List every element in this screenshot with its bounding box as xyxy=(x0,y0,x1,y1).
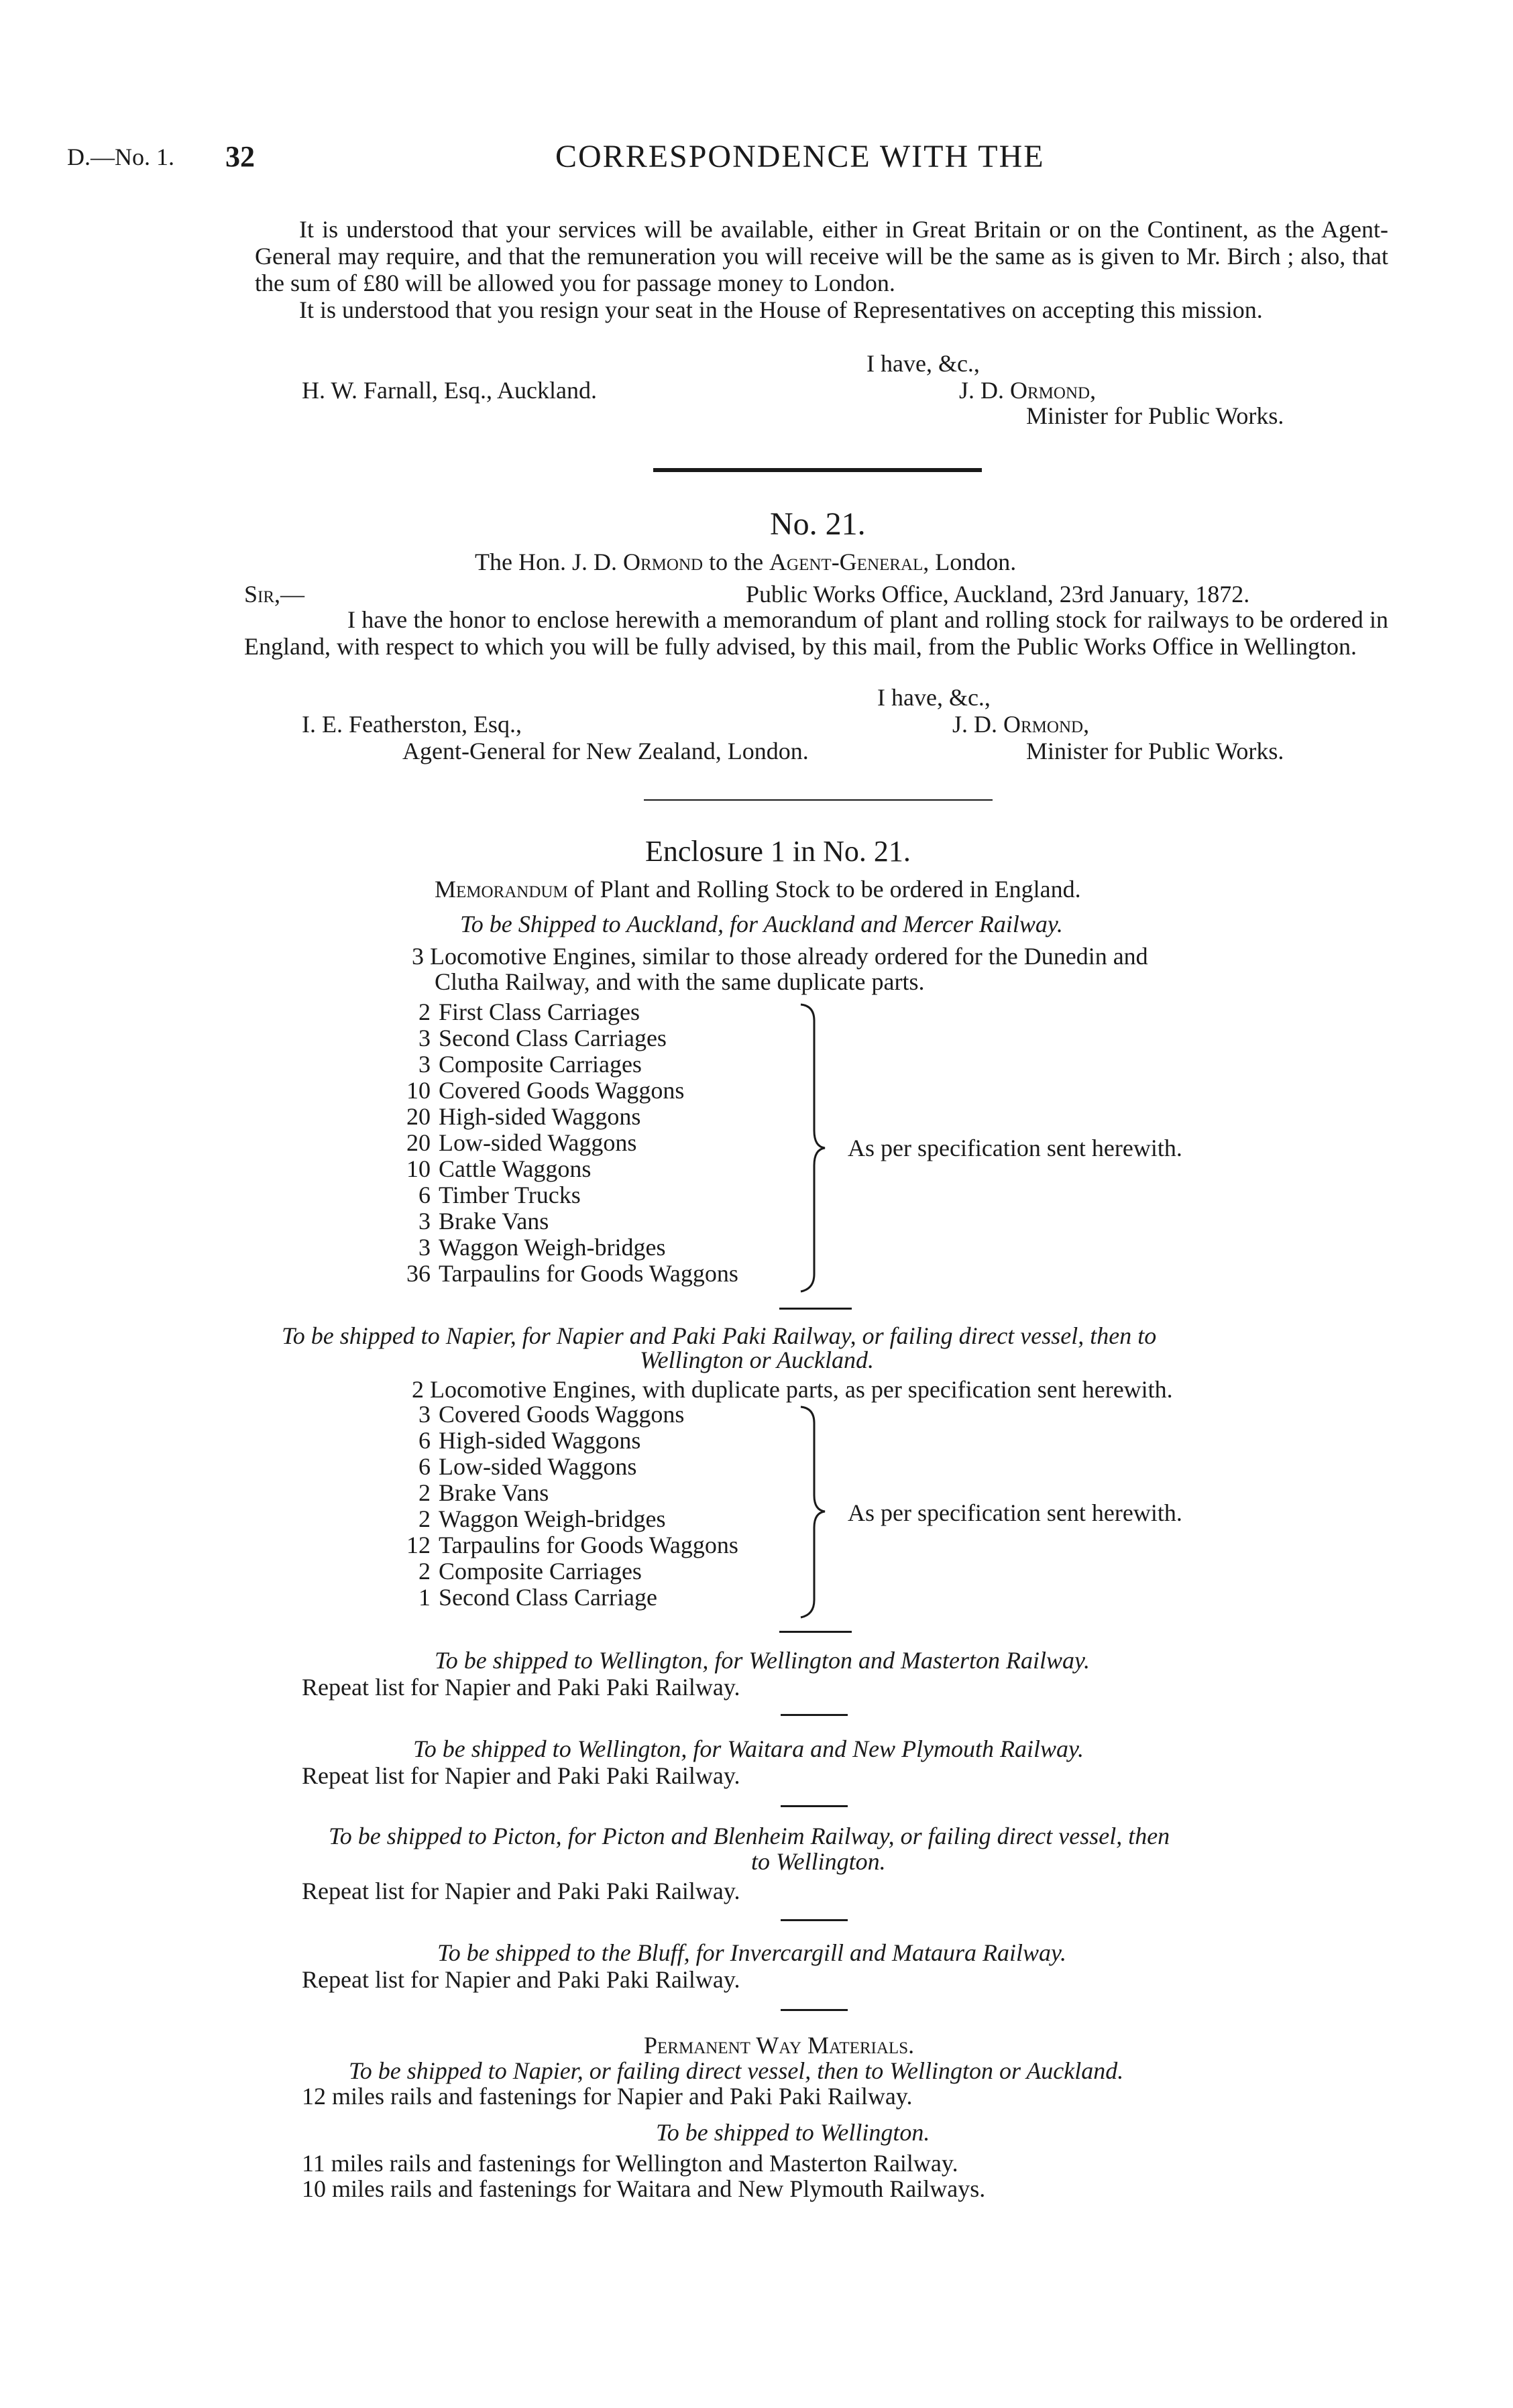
list-divider xyxy=(779,1308,852,1310)
wellington-masterton-note: Repeat list for Napier and Paki Paki Railway. xyxy=(302,1674,740,1701)
auckland-brace-note: As per specification sent herewith. xyxy=(848,1135,1182,1161)
letter-recipient-line-1: I. E. Featherston, Esq., xyxy=(302,711,522,738)
list-item: 20 High-sided Waggons xyxy=(406,1103,641,1130)
section-divider-thick xyxy=(653,468,982,472)
list-item: 2 First Class Carriages xyxy=(418,998,640,1025)
prev-letter-signatory-title: Minister for Public Works. xyxy=(1026,402,1284,429)
letter-body: I have the honor to enclose herewith a memorandum of plant and rolling stock for railways to be ordered in England, with respect to which you will be fully advised, by this mail, from the Public Works Office in Wellington. xyxy=(244,606,1388,660)
list-item: 2 Waggon Weigh-bridges xyxy=(418,1505,666,1532)
memorandum-label: Memorandum xyxy=(435,876,568,903)
list-item: 12 Tarpaulins for Goods Waggons xyxy=(406,1532,738,1558)
wellington-masterton-heading: To be shipped to Wellington, for Wellington and Masterton Railway. xyxy=(435,1647,1090,1674)
list-item: 6 Low-sided Waggons xyxy=(418,1453,637,1480)
picton-heading-line-1: To be shipped to Picton, for Picton and Blenheim Railway, or failing direct vessel, then xyxy=(329,1823,1170,1849)
letter-heading-from: Ormond xyxy=(622,549,704,575)
prev-letter-signatory: J. D. Ormond, xyxy=(959,377,1097,404)
list-item: 10 Cattle Waggons xyxy=(406,1155,592,1182)
list-item: 6 High-sided Waggons xyxy=(418,1427,641,1454)
list-divider xyxy=(781,1714,848,1716)
permanent-way-wellington-line-2: 10 miles rails and fastenings for Waitara and New Plymouth Railways. xyxy=(302,2175,986,2202)
list-item: 3 Covered Goods Waggons xyxy=(418,1401,685,1428)
memorandum-heading xyxy=(435,876,1081,903)
document-reference: D.—No. 1. xyxy=(67,144,174,170)
list-item: 36 Tarpaulins for Goods Waggons xyxy=(406,1260,738,1287)
permanent-way-wellington-line-1: 11 miles rails and fastenings for Wellington and Masterton Railway. xyxy=(302,2150,958,2177)
letter-heading-to: Agent-General, xyxy=(769,549,930,575)
list-divider xyxy=(781,2009,848,2011)
memorandum-rest: of Plant and Rolling Stock to be ordered in England. xyxy=(573,876,1081,903)
letter-number: No. 21. xyxy=(770,506,866,542)
letter-signatory: J. D. Ormond, xyxy=(952,711,1090,738)
letter-heading-post: London. xyxy=(935,549,1017,575)
letter-place-date: Public Works Office, Auckland, 23rd January, 1872. xyxy=(746,581,1250,608)
prev-letter-recipient: H. W. Farnall, Esq., Auckland. xyxy=(302,377,597,404)
auckland-locomotives-line-1: 3 Locomotive Engines, similar to those already ordered for the Dunedin and xyxy=(412,943,1148,970)
permanent-way-napier-heading: To be shipped to Napier, or failing direct vessel, then to Wellington or Auckland. xyxy=(349,2057,1124,2084)
letter-heading-mid: to the xyxy=(709,549,764,575)
napier-locomotives: 2 Locomotive Engines, with duplicate parts, as per specification sent herewith. xyxy=(412,1376,1173,1403)
letter-closing: I have, &c., xyxy=(877,684,991,711)
page-title: CORRESPONDENCE WITH THE xyxy=(555,139,1045,174)
letter-heading xyxy=(475,549,1016,575)
list-item: 20 Low-sided Waggons xyxy=(406,1129,637,1156)
list-item: 3 Waggon Weigh-bridges xyxy=(418,1234,666,1261)
list-item: 3 Second Class Carriages xyxy=(418,1025,667,1051)
letter-signatory-title: Minister for Public Works. xyxy=(1026,738,1284,764)
list-item: 3 Brake Vans xyxy=(418,1208,549,1235)
prev-letter-paragraph-1: It is understood that your services will be available, either in Great Britain or on the Continent, as the Agent-General may require, and that the remuneration you will receive will be the same as is given to Mr. Birch ; also, that the sum of £80 will be allowed you for passage money to London. xyxy=(255,216,1388,296)
prev-letter-closing: I have, &c., xyxy=(866,350,980,377)
napier-heading-line-1: To be shipped to Napier, for Napier and Paki Paki Railway, or failing direct vessel, then to xyxy=(282,1322,1157,1349)
picton-note: Repeat list for Napier and Paki Paki Railway. xyxy=(302,1878,740,1904)
bluff-heading: To be shipped to the Bluff, for Invercargill and Mataura Railway. xyxy=(437,1939,1066,1966)
auckland-brace xyxy=(798,1003,838,1293)
list-item: 1 Second Class Carriage xyxy=(418,1584,657,1611)
enclosure-title: Enclosure 1 in No. 21. xyxy=(645,835,911,868)
picton-heading-line-2: to Wellington. xyxy=(751,1848,886,1875)
napier-heading-line-2: Wellington or Auckland. xyxy=(640,1346,874,1373)
auckland-locomotives-line-2: Clutha Railway, and with the same duplicate parts. xyxy=(435,968,925,995)
permanent-way-title: Permanent Way Materials. xyxy=(644,2032,915,2059)
permanent-way-wellington-heading: To be shipped to Wellington. xyxy=(656,2119,930,2146)
waitara-note: Repeat list for Napier and Paki Paki Railway. xyxy=(302,1762,740,1789)
list-divider xyxy=(781,1805,848,1807)
list-item: 2 Composite Carriages xyxy=(418,1558,642,1585)
page-number: 32 xyxy=(225,140,255,173)
prev-letter-paragraph-2: It is understood that you resign your seat in the House of Representatives on accepting this mission. xyxy=(299,296,1263,323)
list-item: 6 Timber Trucks xyxy=(418,1182,581,1208)
napier-brace-note: As per specification sent herewith. xyxy=(848,1499,1182,1526)
letter-recipient-line-2: Agent-General for New Zealand, London. xyxy=(402,738,809,764)
letter-heading-pre: The Hon. J. D. xyxy=(475,549,617,575)
auckland-heading: To be Shipped to Auckland, for Auckland and Mercer Railway. xyxy=(460,911,1063,937)
bluff-note: Repeat list for Napier and Paki Paki Railway. xyxy=(302,1966,740,1993)
list-item: 10 Covered Goods Waggons xyxy=(406,1077,685,1104)
list-divider xyxy=(779,1631,852,1633)
section-divider-thin xyxy=(644,799,993,801)
waitara-heading: To be shipped to Wellington, for Waitara and New Plymouth Railway. xyxy=(413,1735,1084,1762)
permanent-way-napier-line: 12 miles rails and fastenings for Napier and Paki Paki Railway. xyxy=(302,2083,913,2110)
letter-salutation: Sir,— xyxy=(244,581,305,608)
napier-brace xyxy=(798,1406,838,1619)
list-item: 3 Composite Carriages xyxy=(418,1051,642,1078)
list-item: 2 Brake Vans xyxy=(418,1479,549,1506)
list-divider xyxy=(781,1919,848,1921)
